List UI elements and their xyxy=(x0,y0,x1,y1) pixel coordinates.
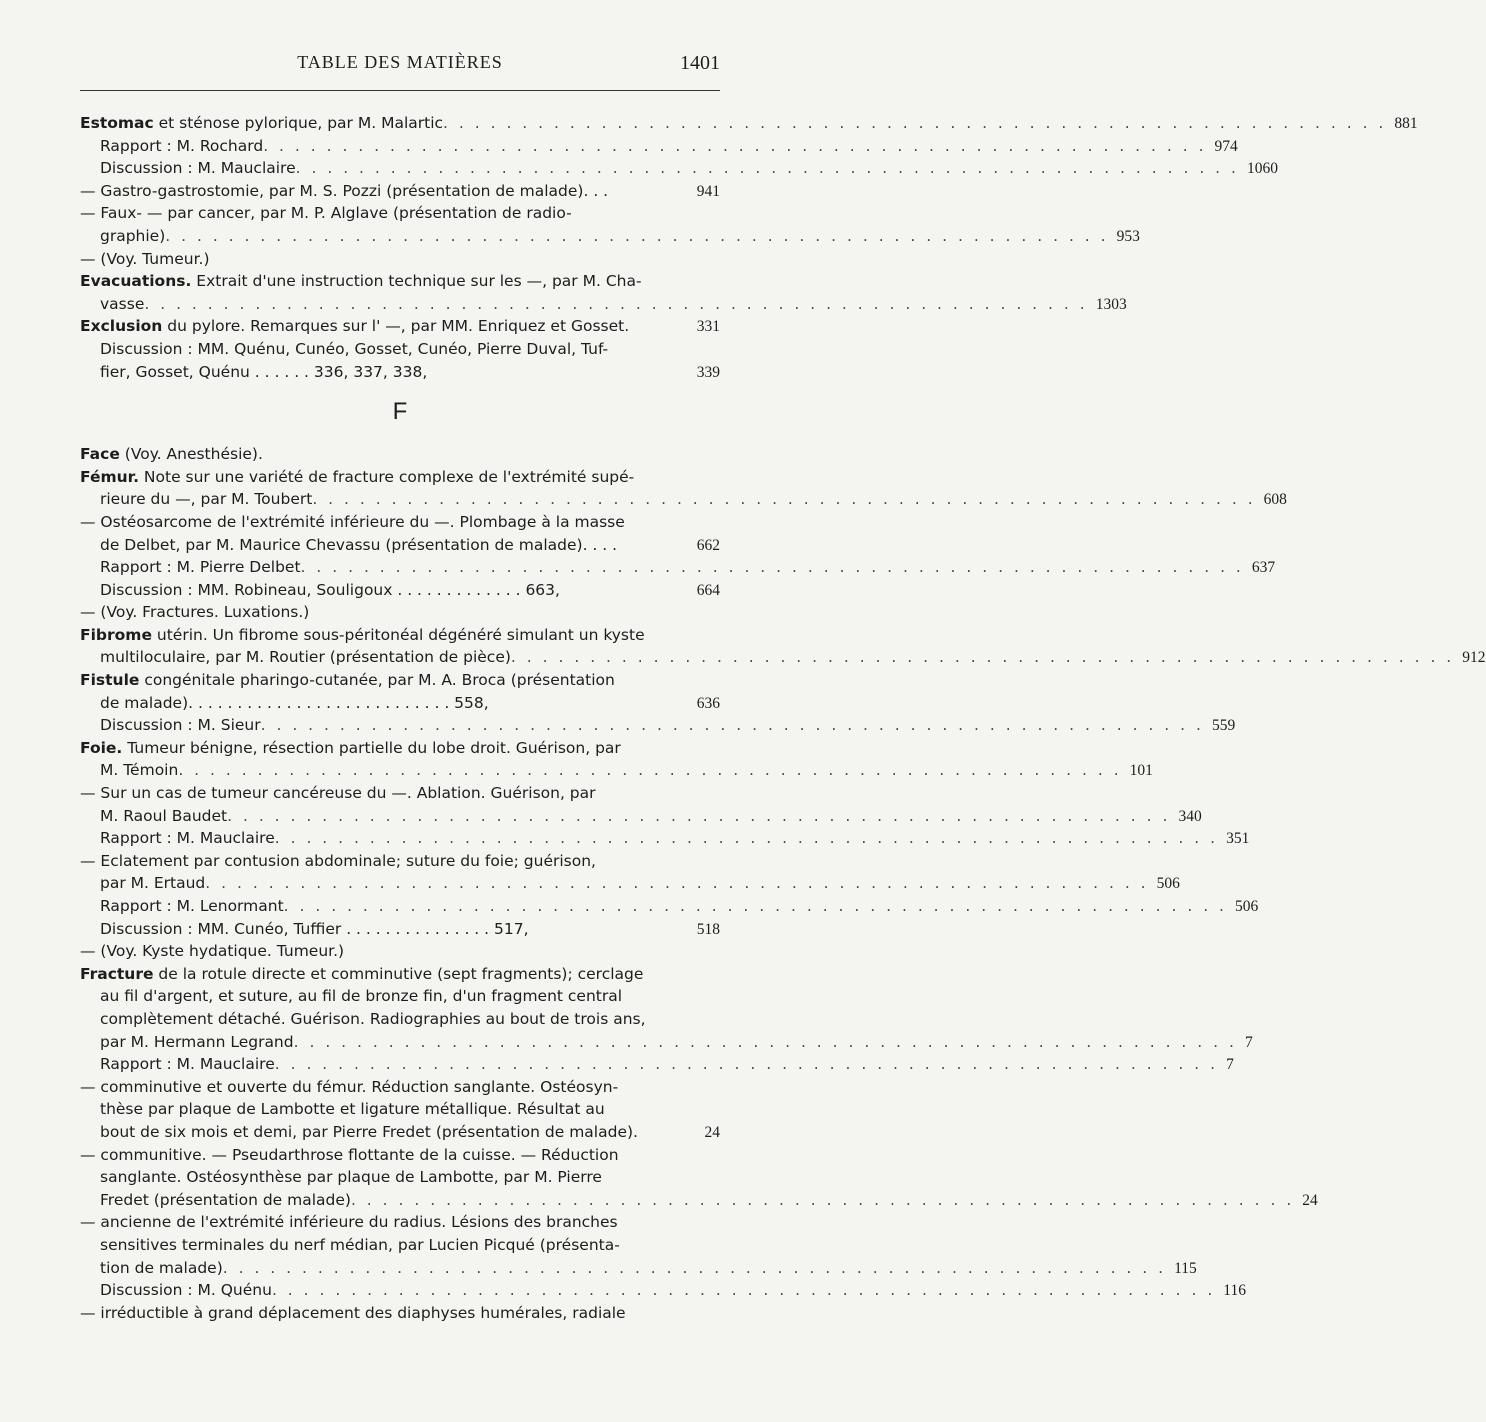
leader-dots: . . . . . . . . . . . . . . . . . . . . . . . . . . . . . . . . . . . . . . . . . . . . . . . . . . . . . . . . . . . . xyxy=(222,1258,1167,1277)
leader-dots: . . . . . . . . . . . . . . . . . . . . . . . . . . . . . . . . . . . . . . . . . . . . . . . . . . . . . . . . . . . . xyxy=(443,114,1387,132)
index-line xyxy=(80,202,720,225)
entry-text: — ancienne de l'extrémité inférieure du radius. Lésions des branches xyxy=(80,1213,618,1232)
leader-dots: . . . . . . . . . . . . . . . . . . . . . . . . . . . . . . . . . . . . . . . . . . . . . . . . . . . . . . . . . . . . xyxy=(205,874,1149,893)
index-line xyxy=(80,624,720,647)
leader-dots: . . . . . . . . . . . . . . . . . . . . . . . . . . . . . . . . . . . . . . . . . . . . . . . . . . . . . . . . . . . . xyxy=(144,294,1088,313)
index-line xyxy=(80,805,1202,828)
index-line xyxy=(80,1008,720,1031)
entry-text: et sténose pylorique, par M. Malartic xyxy=(153,114,444,132)
index-line xyxy=(80,180,720,203)
index-line xyxy=(80,556,1276,579)
index-line xyxy=(80,601,720,624)
page-reference: 116 xyxy=(1223,1282,1246,1300)
entry-text: par M. Ertaud xyxy=(100,874,206,893)
page-reference: 662 xyxy=(696,536,720,554)
entry-text: Discussion : M. Quénu xyxy=(100,1281,272,1300)
page-reference: 101 xyxy=(1129,762,1153,780)
entry-text: sensitives terminales du nerf médian, par Lucien Picqué (présenta- xyxy=(100,1235,620,1254)
entry-text: tion de malade) xyxy=(100,1258,223,1277)
page-number: 1401 xyxy=(680,52,720,74)
entry-text: — Eclatement par contusion abdominale; suture du foie; guérison, xyxy=(80,851,596,870)
index-line xyxy=(80,940,720,963)
entry-text: — Gastro-gastrostomie, par M. S. Pozzi (présentation de malade). . . xyxy=(80,181,609,200)
leader-dots: . . . . . . . . . . . . . . . . . . . . . . . . . . . . . . . . . . . . . . . . . . . . . . . . . . . . . . . . . . . . xyxy=(312,490,1256,509)
entry-text: — (Voy. Kyste hydatique. Tumeur.) xyxy=(80,942,345,961)
entry-text: Discussion : MM. Quénu, Cunéo, Gosset, Cunéo, Pierre Duval, Tuf- xyxy=(100,339,609,358)
index-line xyxy=(80,669,720,692)
header-rule xyxy=(80,90,720,91)
leader-dots: . . . . . . . . . . . . . . . . . . . . . . . . . . . . . . . . . . . . . . . . . . . . . . . . . . . . . . . . . . . . xyxy=(293,1032,1237,1051)
page-reference: 7 xyxy=(1244,1033,1253,1051)
page-reference: 941 xyxy=(696,182,720,200)
index-line xyxy=(80,248,720,271)
entry-text: Rapport : M. Pierre Delbet xyxy=(100,558,301,577)
index-line xyxy=(80,488,1287,511)
page-reference: 351 xyxy=(1226,830,1250,848)
entry-text: Fredet (présentation de malade) xyxy=(100,1190,351,1209)
entry-text: rieure du —, par M. Toubert xyxy=(100,490,313,509)
entry-text: sanglante. Ostéosynthèse par plaque de Lambotte, par M. Pierre xyxy=(100,1168,602,1187)
page-reference: 115 xyxy=(1174,1259,1197,1277)
index-line xyxy=(80,1302,720,1325)
index-line xyxy=(80,135,1238,158)
page-reference: 506 xyxy=(1156,875,1180,893)
index-line xyxy=(80,1121,720,1144)
entry-text: Discussion : M. Mauclaire xyxy=(100,159,296,178)
page-reference: 24 xyxy=(1302,1191,1318,1209)
entry-text: — Ostéosarcome de l'extrémité inférieure du —. Plombage à la masse xyxy=(80,512,625,531)
leader-dots: . . . . . . . . . . . . . . . . . . . . . . . . . . . . . . . . . . . . . . . . . . . . . . . . . . . . . . . . . . . . xyxy=(274,1055,1219,1074)
index-line xyxy=(80,1144,720,1167)
entry-text: utérin. Un fibrome sous-péritonéal dégénéré simulant un kyste xyxy=(151,625,645,644)
entry-heading: Estomac xyxy=(80,114,154,132)
page-reference: 331 xyxy=(696,318,720,336)
entry-text: thèse par plaque de Lambotte et ligature métallique. Résultat au xyxy=(100,1100,605,1119)
index-block-e xyxy=(80,112,1418,383)
page-reference: 637 xyxy=(1251,559,1276,577)
index-line xyxy=(80,112,1418,135)
entry-heading: Face xyxy=(80,445,120,464)
index-line xyxy=(80,646,1486,669)
entry-heading: Fibrome xyxy=(80,625,152,644)
page-reference: 881 xyxy=(1394,115,1418,132)
index-line xyxy=(80,579,720,602)
entry-text: — comminutive et ouverte du fémur. Réduction sanglante. Ostéosyn- xyxy=(80,1077,619,1096)
index-line xyxy=(80,1098,720,1121)
index-line xyxy=(80,692,720,715)
entry-text: graphie) xyxy=(100,226,166,245)
index-line xyxy=(80,270,720,293)
entry-text: Tumeur bénigne, résection partielle du lobe droit. Guérison, par xyxy=(122,738,621,757)
entry-text: Rapport : M. Rochard xyxy=(100,136,264,155)
entry-text: Discussion : MM. Robineau, Souligoux . . . . . . . . . . . . . 663, xyxy=(100,580,560,599)
page-reference: 518 xyxy=(696,920,720,938)
entry-heading: Exclusion xyxy=(80,317,163,336)
leader-dots: . . . . . . . . . . . . . . . . . . . . . . . . . . . . . . . . . . . . . . . . . . . . . . . . . . . . . . . . . . . . xyxy=(300,558,1244,577)
entry-text: de Delbet, par M. Maurice Chevassu (présentation de malade). . . . xyxy=(100,535,618,554)
page-reference: 974 xyxy=(1214,137,1238,155)
index-line xyxy=(80,827,1250,850)
index-line xyxy=(80,963,720,986)
leader-dots: . . . . . . . . . . . . . . . . . . . . . . . . . . . . . . . . . . . . . . . . . . . . . . . . . . . . . . . . . . . . xyxy=(260,716,1204,735)
index-line xyxy=(80,361,720,384)
page-reference: 7 xyxy=(1226,1056,1234,1074)
index-line xyxy=(80,759,1153,782)
entry-text: — (Voy. Fractures. Luxations.) xyxy=(80,603,310,622)
index-line xyxy=(80,511,720,534)
index-line xyxy=(80,1031,1253,1054)
leader-dots: . . . . . . . . . . . . . . . . . . . . . . . . . . . . . . . . . . . . . . . . . . . . . . . . . . . . . . . . . . . . xyxy=(271,1281,1216,1300)
page-reference: 506 xyxy=(1234,898,1259,915)
index-body xyxy=(80,112,1486,1324)
index-line xyxy=(80,737,720,760)
index-line xyxy=(80,985,720,1008)
entry-text: M. Témoin xyxy=(100,761,179,780)
index-line xyxy=(80,1257,1197,1280)
page-reference: 339 xyxy=(696,363,720,381)
index-block-f xyxy=(80,443,1486,1324)
page-reference: 636 xyxy=(696,694,720,712)
index-line xyxy=(80,872,1180,895)
entry-text: Rapport : M. Mauclaire xyxy=(100,829,275,848)
index-line xyxy=(80,466,720,489)
entry-text: Extrait d'une instruction technique sur les —, par M. Cha- xyxy=(191,272,642,291)
index-line xyxy=(80,1076,720,1099)
page-reference: 1060 xyxy=(1246,160,1278,178)
leader-dots: . . . . . . . . . . . . . . . . . . . . . . . . . . . . . . . . . . . . . . . . . . . . . . . . . . . . . . . . . . . . xyxy=(274,829,1219,848)
page-reference: 953 xyxy=(1116,227,1140,245)
page-reference: 1303 xyxy=(1095,295,1127,313)
entry-text: — (Voy. Tumeur.) xyxy=(80,249,210,268)
leader-dots: . . . . . . . . . . . . . . . . . . . . . . . . . . . . . . . . . . . . . . . . . . . . . . . . . . . . . . . . . . . . xyxy=(227,806,1171,825)
entry-heading: Fémur. xyxy=(80,467,139,486)
entry-text: Rapport : M. Mauclaire xyxy=(100,1055,275,1074)
index-line xyxy=(80,1053,1234,1076)
entry-text: Discussion : MM. Cunéo, Tuffier . . . . . . . . . . . . . . . 517, xyxy=(100,919,529,938)
entry-heading: Evacuations. xyxy=(80,272,192,291)
page-reference: 664 xyxy=(696,581,720,599)
entry-text: M. Raoul Baudet xyxy=(100,806,228,825)
index-line xyxy=(80,338,720,361)
entry-text: Rapport : M. Lenormant xyxy=(100,897,284,915)
running-title: TABLE DES MATIÈRES xyxy=(297,52,503,72)
index-line xyxy=(80,1211,720,1234)
index-line xyxy=(80,157,1278,180)
leader-dots: . . . . . . . . . . . . . . . . . . . . . . . . . . . . . . . . . . . . . . . . . . . . . . . . . . . . . . . . . . . . xyxy=(295,159,1239,178)
entry-heading: Fracture xyxy=(80,964,154,983)
entry-text: de malade). . . . . . . . . . . . . . . . . . . . . . . . . . . 558, xyxy=(100,693,489,712)
index-line xyxy=(80,895,1259,918)
section-letter: F xyxy=(392,398,408,426)
entry-text: (Voy. Anesthésie). xyxy=(119,445,263,464)
leader-dots: . . . . . . . . . . . . . . . . . . . . . . . . . . . . . . . . . . . . . . . . . . . . . . . . . . . . . . . . . . . . xyxy=(283,897,1227,915)
page-header xyxy=(80,52,720,82)
entry-heading: Fistule xyxy=(80,671,140,690)
entry-text: — irréductible à grand déplacement des diaphyses humérales, radiale xyxy=(80,1303,626,1322)
index-line xyxy=(80,534,720,557)
entry-text: — Faux- — par cancer, par M. P. Alglave (présentation de radio- xyxy=(80,204,572,223)
leader-dots: . . . . . . . . . . . . . . . . . . . . . . . . . . . . . . . . . . . . . . . . . . . . . . . . . . . . . . . . . . . . xyxy=(178,761,1122,780)
index-line xyxy=(80,918,720,941)
index-line xyxy=(80,714,1236,737)
page-reference: 912 xyxy=(1462,649,1486,667)
entry-text: de la rotule directe et comminutive (sept fragments); cerclage xyxy=(153,964,644,983)
entry-text: par M. Hermann Legrand xyxy=(100,1032,294,1051)
entry-heading: Foie. xyxy=(80,738,123,757)
index-line xyxy=(80,1279,1246,1302)
index-line xyxy=(80,225,1140,248)
entry-text: — Sur un cas de tumeur cancéreuse du —. Ablation. Guérison, par xyxy=(80,784,596,803)
entry-text: fier, Gosset, Quénu . . . . . . 336, 337, 338, xyxy=(100,362,428,381)
index-line xyxy=(80,782,720,805)
page-reference: 24 xyxy=(704,1123,720,1141)
index-line xyxy=(80,315,720,338)
leader-dots: . . . . . . . . . . . . . . . . . . . . . . . . . . . . . . . . . . . . . . . . . . . . . . . . . . . . . . . . . . . . xyxy=(350,1190,1295,1209)
entry-text: complètement détaché. Guérison. Radiographies au bout de trois ans, xyxy=(100,1009,646,1028)
index-line xyxy=(80,293,1127,316)
leader-dots: . . . . . . . . . . . . . . . . . . . . . . . . . . . . . . . . . . . . . . . . . . . . . . . . . . . . . . . . . . . . xyxy=(510,648,1455,667)
leader-dots: . . . . . . . . . . . . . . . . . . . . . . . . . . . . . . . . . . . . . . . . . . . . . . . . . . . . . . . . . . . . xyxy=(263,136,1207,155)
page-reference: 608 xyxy=(1263,491,1287,509)
leader-dots: . . . . . . . . . . . . . . . . . . . . . . . . . . . . . . . . . . . . . . . . . . . . . . . . . . . . . . . . . . . . xyxy=(165,226,1109,245)
index-line xyxy=(80,443,720,466)
entry-text: Discussion : M. Sieur xyxy=(100,716,261,735)
index-line xyxy=(80,850,720,873)
entry-text: bout de six mois et demi, par Pierre Fredet (présentation de malade). xyxy=(100,1122,638,1141)
index-line xyxy=(80,1234,720,1257)
entry-text: multiloculaire, par M. Routier (présentation de pièce) xyxy=(100,648,511,667)
page-reference: 559 xyxy=(1211,717,1236,735)
index-line xyxy=(80,1166,720,1189)
entry-text: congénitale pharingo-cutanée, par M. A. Broca (présentation xyxy=(139,671,615,690)
entry-text: du pylore. Remarques sur l' —, par MM. Enriquez et Gosset. xyxy=(162,317,630,336)
index-line xyxy=(80,1189,1318,1212)
entry-text: au fil d'argent, et suture, au fil de bronze fin, d'un fragment central xyxy=(100,987,623,1006)
entry-text: vasse xyxy=(100,294,145,313)
entry-text: Note sur une variété de fracture complexe de l'extrémité supé- xyxy=(138,467,635,486)
page-reference: 340 xyxy=(1178,807,1202,825)
entry-text: — communitive. — Pseudarthrose flottante de la cuisse. — Réduction xyxy=(80,1145,619,1164)
